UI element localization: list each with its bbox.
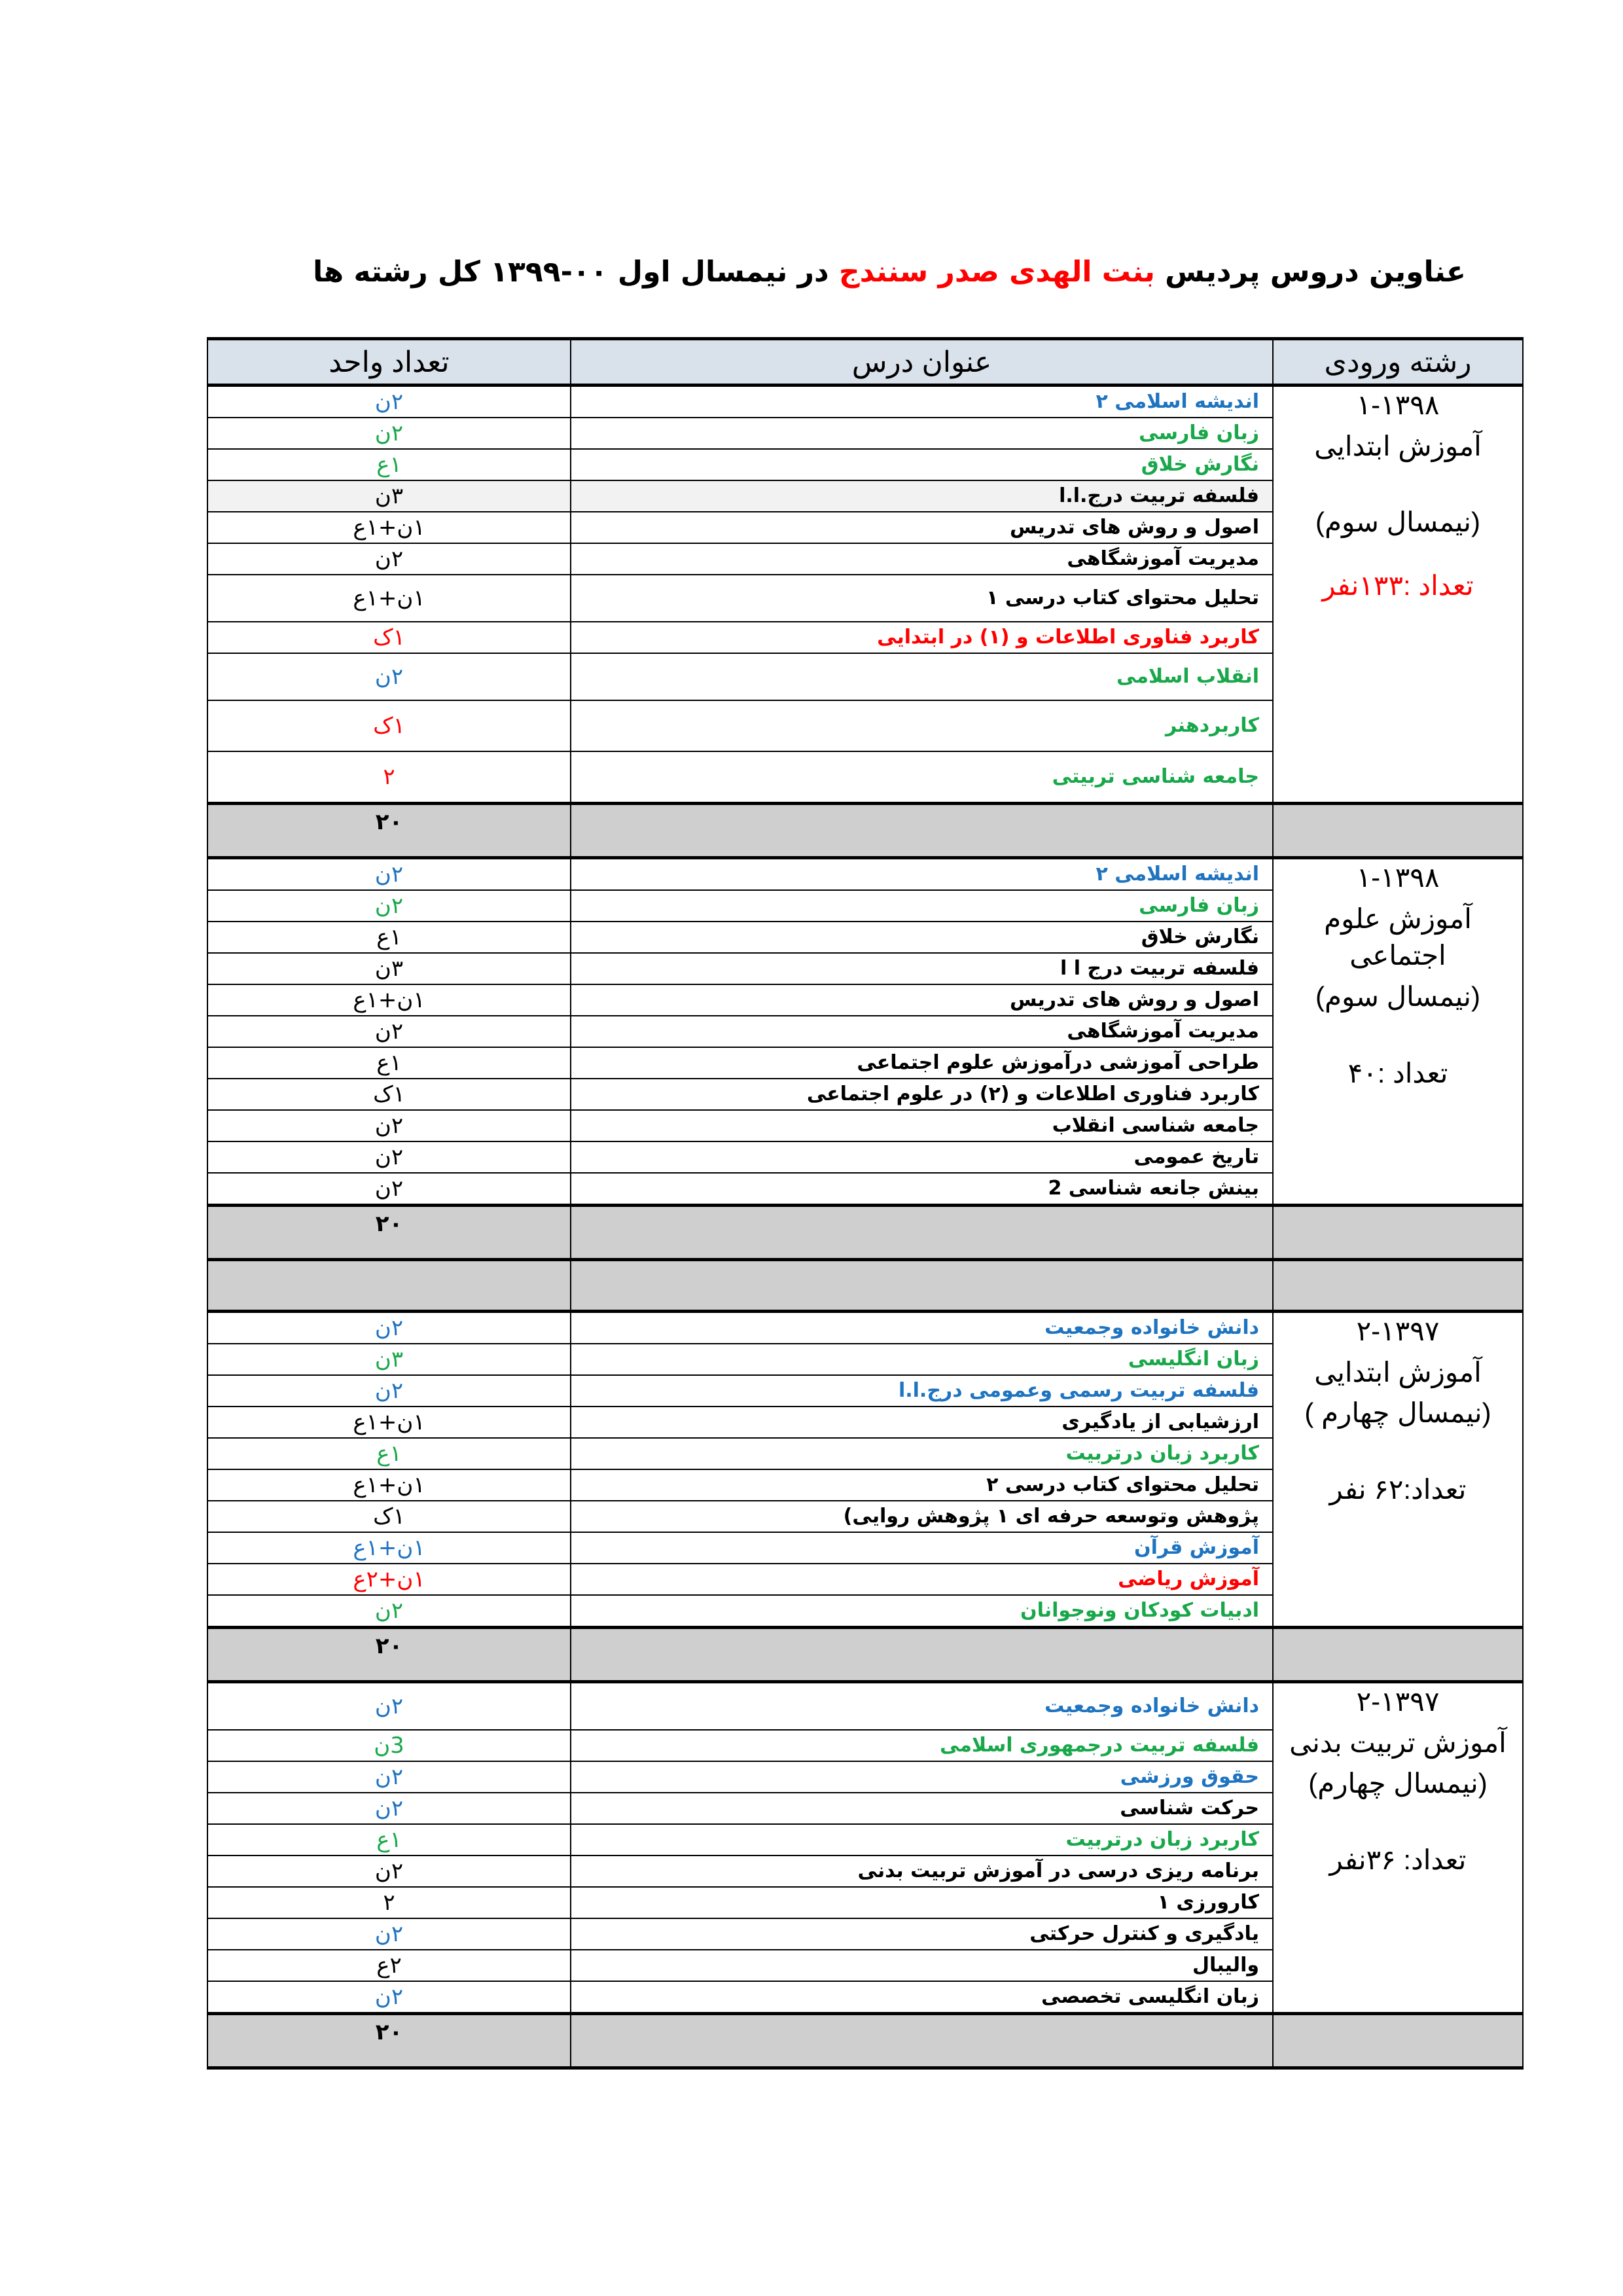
major-cell — [1273, 1682, 1523, 2014]
course-units: ۲ن — [207, 858, 571, 891]
major-cell — [1273, 858, 1523, 1206]
total-empty-major — [1273, 1206, 1523, 1260]
entry-year: ۱-۱۳۹۸ — [1356, 389, 1440, 420]
title-campus-name: بنت الهدی صدر سنندج — [838, 255, 1155, 289]
course-title: جامعه شناسی تربیتی — [571, 751, 1273, 804]
course-title: اصول و روش های تدریس — [571, 512, 1273, 543]
course-title: تحلیل محتوای کتاب درسی ۲ — [571, 1469, 1273, 1501]
major-name: آموزش علوم اجتماعی — [1324, 903, 1472, 971]
total-empty-major — [1273, 1628, 1523, 1682]
course-units: ۲ — [207, 751, 571, 804]
total-empty-title — [571, 2014, 1273, 2068]
course-units: ۲ن — [207, 1595, 571, 1628]
course-units: ۲ن — [207, 1173, 571, 1206]
course-units: ۱ک — [207, 1079, 571, 1110]
course-title: اندیشه اسلامی ۲ — [571, 858, 1273, 891]
total-units: ۲۰ — [207, 804, 571, 858]
course-title: پژوهش وتوسعه حرفه ای ۱ پژوهش روایی) — [571, 1501, 1273, 1532]
course-title: بینش جانعه شناسی 2 — [571, 1173, 1273, 1206]
major-name: آموزش ابتدایی — [1314, 1356, 1482, 1388]
total-empty-title — [571, 804, 1273, 858]
course-units: ۲ن — [207, 386, 571, 418]
course-title: یادگیری و کنترل حرکتی — [571, 1918, 1273, 1950]
course-units: ۱ع — [207, 1438, 571, 1469]
semester-label: (نیمسال چهارم) — [1308, 1768, 1488, 1799]
course-units: ۲ن — [207, 543, 571, 575]
course-title: کاربرد زبان درتربیت — [571, 1824, 1273, 1856]
course-units: ۲ن — [207, 1793, 571, 1824]
course-units: 3ن — [207, 1730, 571, 1761]
course-units: ۲ن — [207, 1110, 571, 1141]
course-units: ۱ن+۱ع — [207, 1532, 571, 1564]
total-row — [207, 1206, 1523, 1260]
header-major: رشته ورودی — [1273, 339, 1523, 386]
course-units: ۱ع — [207, 1047, 571, 1079]
course-title: برنامه ریزی درسی در آموزش تربیت بدنی — [571, 1856, 1273, 1887]
course-units: ۱ع — [207, 449, 571, 480]
major-name: آموزش ابتدایی — [1314, 430, 1482, 461]
course-title: دانش خانواده وجمعیت — [571, 1312, 1273, 1344]
course-units: ۱ع — [207, 1824, 571, 1856]
course-units: ۲ن — [207, 418, 571, 449]
course-title: کاربرد زبان درتربیت — [571, 1438, 1273, 1469]
entry-year: ۲-۱۳۹۷ — [1356, 1686, 1440, 1717]
course-units: ۱ک — [207, 700, 571, 751]
course-title: زبان فارسی — [571, 418, 1273, 449]
course-title: ارزشیابی از یادگیری — [571, 1407, 1273, 1438]
course-units: ۲ن — [207, 1981, 571, 2014]
student-count: تعداد :۱۳۳نفر — [1322, 570, 1474, 601]
course-units: ۳ن — [207, 953, 571, 984]
course-title: والیبال — [571, 1950, 1273, 1981]
spacer-cell — [1273, 1260, 1523, 1312]
total-empty-title — [571, 1206, 1273, 1260]
course-title: کاربردهنر — [571, 700, 1273, 751]
course-units: ۳ن — [207, 480, 571, 512]
course-units: ۲ن — [207, 1918, 571, 1950]
spacer-cell — [207, 1260, 571, 1312]
course-title: زبان فارسی — [571, 890, 1273, 922]
course-units: ۲ن — [207, 1141, 571, 1173]
course-title: زبان انگلیسی — [571, 1344, 1273, 1375]
total-row — [207, 1628, 1523, 1682]
course-title: طراحی آموزشی درآموزش علوم اجتماعی — [571, 1047, 1273, 1079]
total-empty-major — [1273, 804, 1523, 858]
course-title: مدیریت آموزشگاهی — [571, 543, 1273, 575]
course-units: ۲ن — [207, 1682, 571, 1731]
course-title: مدیریت آموزشگاهی — [571, 1016, 1273, 1047]
course-title: کاربرد فناوری اطلاعات و (۱) در ابتدایی — [571, 622, 1273, 653]
major-name: آموزش تربیت بدنی — [1289, 1727, 1507, 1758]
header-course-title: عنوان درس — [571, 339, 1273, 386]
total-row — [207, 2014, 1523, 2068]
student-count: تعداد: ۳۶نفر — [1329, 1844, 1467, 1876]
total-units: ۲۰ — [207, 2014, 571, 2068]
course-units: ۲ن — [207, 890, 571, 922]
course-units: ۱ع — [207, 922, 571, 953]
course-title: نگارش خلاق — [571, 449, 1273, 480]
course-title: زبان انگلیسی تخصصی — [571, 1981, 1273, 2014]
course-units: ۱ن+۱ع — [207, 1469, 571, 1501]
course-title: جامعه شناسی انقلاب — [571, 1110, 1273, 1141]
course-title: تحلیل محتوای کتاب درسی ۱ — [571, 575, 1273, 622]
course-row — [207, 386, 1523, 418]
course-title: فلسفه تربیت رسمی وعمومی درج.ا.ا — [571, 1375, 1273, 1407]
course-title: نگارش خلاق — [571, 922, 1273, 953]
course-title: حقوق ورزشی — [571, 1761, 1273, 1793]
course-units: ۱ن+۱ع — [207, 512, 571, 543]
course-units: ۲ن — [207, 1375, 571, 1407]
course-units: ۲ن — [207, 1312, 571, 1344]
course-title: حرکت شناسی — [571, 1793, 1273, 1824]
semester-label: (نیمسال چهارم ) — [1304, 1397, 1491, 1429]
course-title: انقلاب اسلامی — [571, 653, 1273, 700]
course-title: فلسفه تربیت درج ا ا — [571, 953, 1273, 984]
total-units: ۲۰ — [207, 1206, 571, 1260]
course-units: ۱ک — [207, 1501, 571, 1532]
course-title: فلسفه تربیت درج.ا.ا — [571, 480, 1273, 512]
course-title: ادبیات کودکان ونوجوانان — [571, 1595, 1273, 1628]
course-units: ۱ک — [207, 622, 571, 653]
total-empty-title — [571, 1628, 1273, 1682]
semester-label: (نیمسال سوم) — [1315, 981, 1480, 1013]
course-title: تاریخ عمومی — [571, 1141, 1273, 1173]
table-header-row — [207, 339, 1523, 386]
spacer-cell — [571, 1260, 1273, 1312]
major-cell — [1273, 386, 1523, 804]
course-units: ۱ن+۱ع — [207, 1407, 571, 1438]
entry-year: ۱-۱۳۹۸ — [1356, 862, 1440, 893]
course-title: اندیشه اسلامی ۲ — [571, 386, 1273, 418]
total-units: ۲۰ — [207, 1628, 571, 1682]
semester-label: (نیمسال سوم) — [1315, 507, 1480, 538]
course-row — [207, 1682, 1523, 1731]
course-title: اصول و روش های تدریس — [571, 984, 1273, 1016]
course-units: ۱ن+۱ع — [207, 984, 571, 1016]
entry-year: ۲-۱۳۹۷ — [1356, 1316, 1440, 1346]
course-title: دانش خانواده وجمعیت — [571, 1682, 1273, 1731]
course-units: ۲ — [207, 1887, 571, 1918]
course-units: ۲ع — [207, 1950, 571, 1981]
course-units: ۲ن — [207, 1761, 571, 1793]
course-title: آموزش ریاضی — [571, 1564, 1273, 1595]
course-units: ۲ن — [207, 653, 571, 700]
course-units: ۳ن — [207, 1344, 571, 1375]
page-title — [0, 255, 1466, 289]
course-title: کارورزی ۱ — [571, 1887, 1273, 1918]
total-empty-major — [1273, 2014, 1523, 2068]
total-row — [207, 804, 1523, 858]
course-row — [207, 1312, 1523, 1344]
course-title: کاربرد فناوری اطلاعات و (۲) در علوم اجتماعی — [571, 1079, 1273, 1110]
table-body — [207, 386, 1523, 2068]
spacer-row — [207, 1260, 1523, 1312]
course-units: ۲ن — [207, 1856, 571, 1887]
course-units: ۱ن+۱ع — [207, 575, 571, 622]
course-row — [207, 858, 1523, 891]
course-units: ۱ن+۲ع — [207, 1564, 571, 1595]
title-part-3: در نیمسال اول ۰۰-۱۳۹۹ کل رشته ها — [313, 255, 839, 289]
courses-table — [207, 337, 1524, 2070]
student-count: تعداد:۶۲ نفر — [1329, 1474, 1467, 1505]
student-count: تعداد :۴۰ — [1347, 1057, 1448, 1088]
course-title: فلسفه تربیت درجمهوری اسلامی — [571, 1730, 1273, 1761]
major-cell — [1273, 1312, 1523, 1628]
header-units: تعداد واحد — [207, 339, 571, 386]
title-part-1: عناوین دروس پردیس — [1154, 255, 1466, 289]
course-title: آموزش قرآن — [571, 1532, 1273, 1564]
course-units: ۲ن — [207, 1016, 571, 1047]
